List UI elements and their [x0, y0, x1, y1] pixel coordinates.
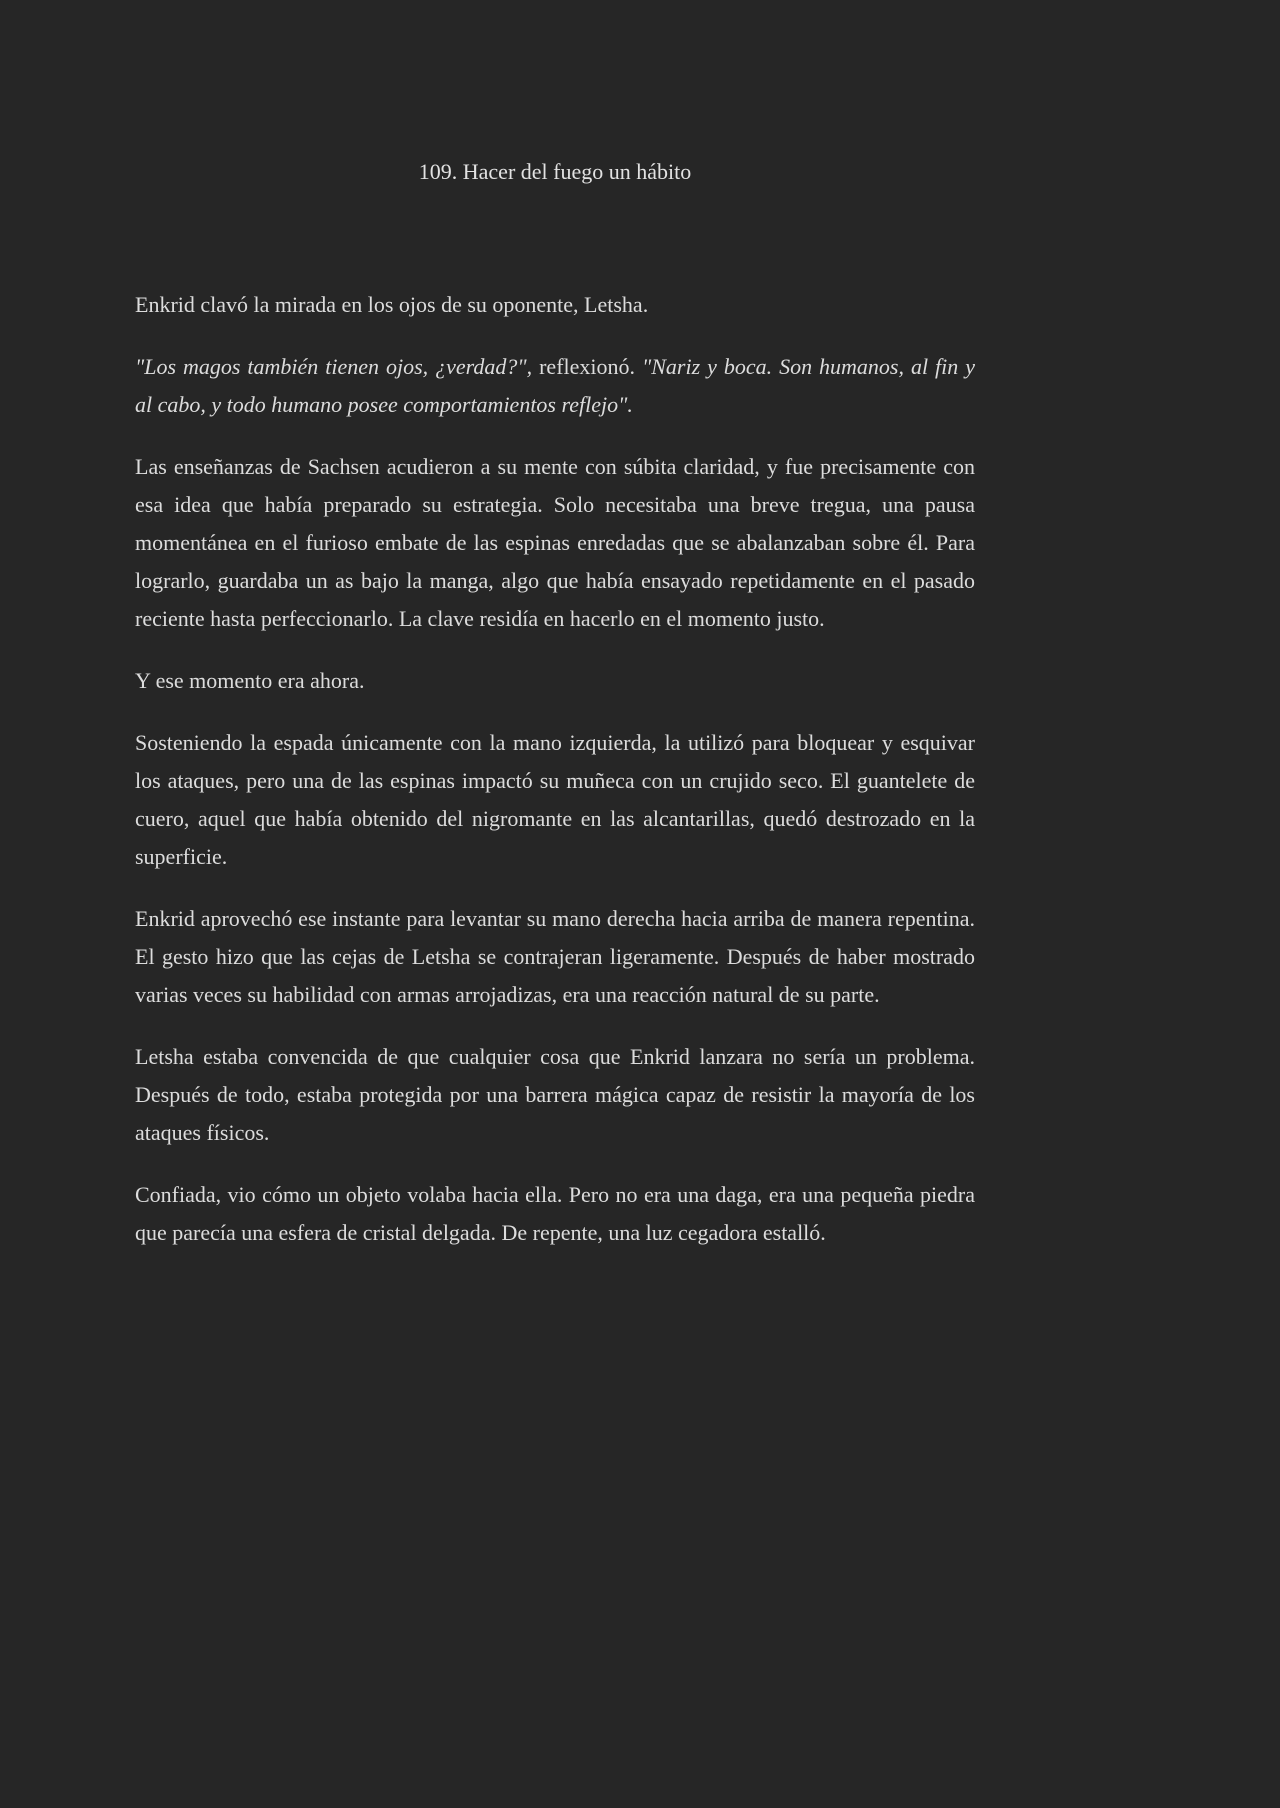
paragraph	[135, 1176, 975, 1252]
text-run: Las enseñanzas de Sachsen acudieron a su mente con súbita claridad, y fue precisamente con esa idea que había preparado su estrategia. Solo necesitaba una breve tregua, una pausa momentánea en el furioso embate de las espinas enredadas que se abalanzaban sobre él. Para lograrlo, guardaba un as bajo la manga, algo que había ensayado repetidamente en el pasado reciente hasta perfeccionarlo. La clave residía en hacerlo en el momento justo.	[135, 454, 975, 631]
text-run: Confiada, vio cómo un objeto volaba hacia ella. Pero no era una daga, era una pequeña piedra que parecía una esfera de cristal delgada. De repente, una luz cegadora estalló.	[135, 1182, 975, 1245]
text-run: Enkrid clavó la mirada en los ojos de su oponente, Letsha.	[135, 292, 649, 317]
chapter-content	[135, 158, 975, 1252]
italic-text-run: "Los magos también tienen ojos, ¿verdad?",	[135, 354, 540, 379]
text-run: Sosteniendo la espada únicamente con la mano izquierda, la utilizó para bloquear y esquivar los ataques, pero una de las espinas impactó su muñeca con un crujido seco. El guantelete de cuero, aquel que había obtenido del nigromante en las alcantarillas, quedó destrozado en la superficie.	[135, 730, 975, 869]
text-run: Y ese momento era ahora.	[135, 668, 365, 693]
text-run: reflexionó.	[539, 354, 642, 379]
paragraph-list	[135, 286, 975, 1252]
paragraph	[135, 348, 975, 424]
paragraph	[135, 286, 975, 324]
paragraph	[135, 724, 975, 876]
paragraph	[135, 662, 975, 700]
text-run: Letsha estaba convencida de que cualquier cosa que Enkrid lanzara no sería un problema. Después de todo, estaba protegida por una barrera mágica capaz de resistir la mayoría de los ataques físicos.	[135, 1044, 975, 1145]
text-run: Enkrid aprovechó ese instante para levantar su mano derecha hacia arriba de manera repentina. El gesto hizo que las cejas de Letsha se contrajeran ligeramente. Después de haber mostrado varias veces su habilidad con armas arrojadizas, era una reacción natural de su parte.	[135, 906, 975, 1007]
paragraph	[135, 448, 975, 638]
paragraph	[135, 1038, 975, 1152]
paragraph	[135, 900, 975, 1014]
chapter-title: 109. Hacer del fuego un hábito	[418, 159, 692, 184]
italic-text-run: "Nariz y boca. Son humanos, al fin y al cabo, y todo humano posee comportamientos reflejo".	[135, 354, 975, 417]
